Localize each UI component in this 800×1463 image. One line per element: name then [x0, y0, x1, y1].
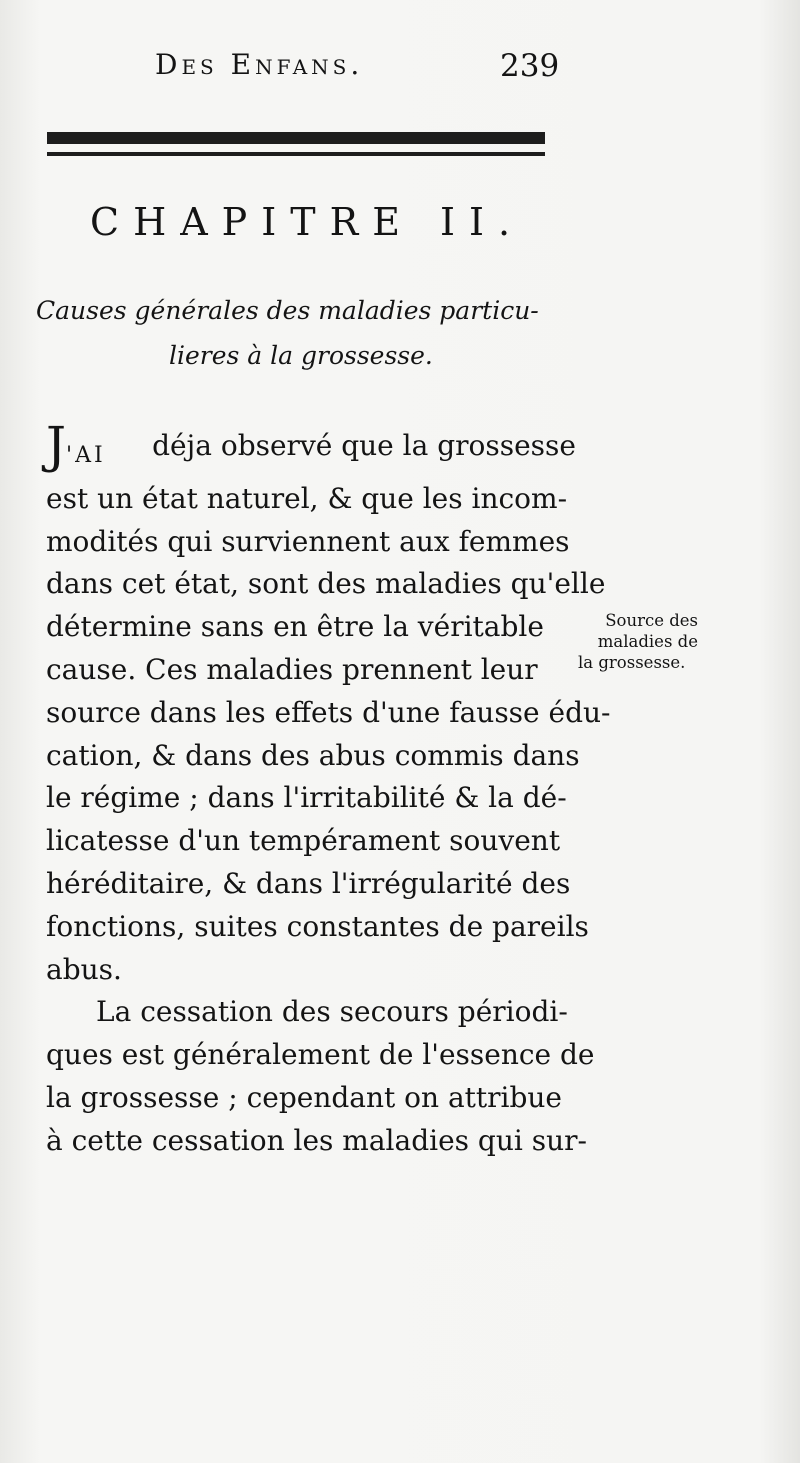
paragraph-1-line: modités qui surviennent aux femmes [46, 524, 570, 558]
chapter-heading: CHAPITRE II. [90, 200, 525, 244]
marginal-note-line-2: maladies de [597, 632, 698, 651]
paragraph-2-line: ques est généralement de l'essence de [46, 1038, 595, 1072]
paragraph-1-line: le régime ; dans l'irritabilité & la dé- [46, 781, 567, 815]
paragraph-2-line: La cessation des secours périodi- [96, 995, 568, 1029]
paragraph-1-line-1-text: déja observé que la grossesse [152, 429, 576, 462]
paragraph-1-line: héréditaire, & dans l'irrégularité des [46, 866, 571, 900]
page-number: 239 [500, 48, 560, 84]
paragraph-1-line: licatesse d'un tempérament souvent [46, 824, 561, 858]
paragraph-1-line: cause. Ces maladies prennent leur [46, 652, 538, 686]
paragraph-2-line: à cette cessation les maladies qui sur- [46, 1123, 587, 1157]
chapter-subtitle [36, 288, 596, 378]
paragraph-1-line: détermine sans en être la véritable [46, 610, 544, 644]
running-head: Des Enfans. [155, 48, 364, 81]
drop-cap: J [46, 416, 67, 474]
marginal-note [578, 610, 698, 673]
paragraph-1-line: fonctions, suites constantes de pareils [46, 909, 589, 943]
subtitle-line-1: Causes générales des maladies particu- [36, 296, 539, 325]
paragraph-2-line: la grossesse ; cependant on attribue [46, 1080, 563, 1114]
paragraph-1-line: dans cet état, sont des maladies qu'elle [46, 567, 606, 601]
paragraph-1-line: est un état naturel, & que les incom- [46, 481, 568, 515]
paragraph-1-line-1 [46, 416, 576, 478]
subtitle-line-2: lieres à la grossesse. [169, 341, 433, 370]
paragraph-1-line: cation, & dans des abus commis dans [46, 738, 580, 772]
marginal-note-line-1: Source des [605, 611, 698, 630]
header-rule-thin [47, 152, 545, 156]
body-text [46, 416, 611, 1163]
paragraph-1-line: abus. [46, 952, 122, 986]
marginal-note-line-3: la grossesse. [578, 653, 686, 672]
header-rule-thick [47, 132, 545, 144]
first-word-rest: 'AI [66, 443, 106, 468]
paragraph-1-line: source dans les effets d'une fausse édu- [46, 695, 611, 729]
